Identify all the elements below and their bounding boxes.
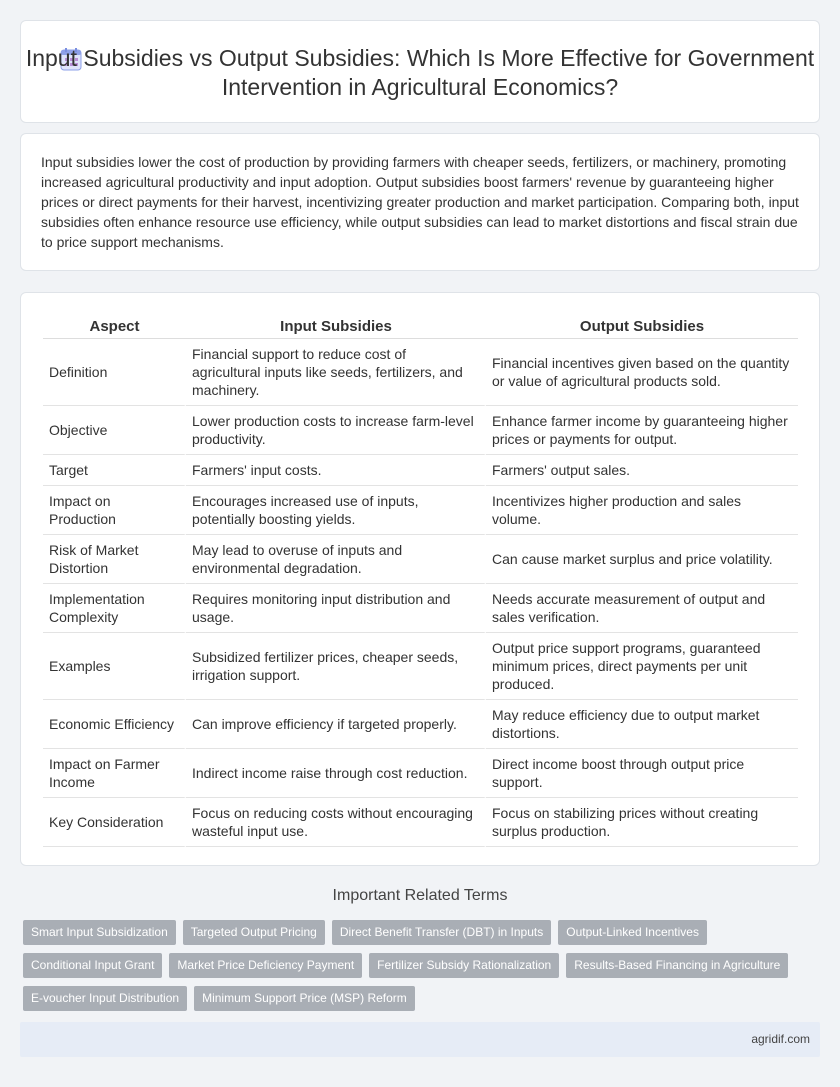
output-cell: Needs accurate measurement of output and sales verification. [486, 584, 798, 633]
table-row [43, 584, 798, 633]
input-cell: Farmers' input costs. [186, 455, 486, 486]
intro-paragraph: Input subsidies lower the cost of production by providing farmers with cheaper seeds, fertilizers, or machinery, promoting increased agricultural productivity and input adoption. Output subsidies boost farmers' revenue by guaranteeing higher prices or direct payments for their harvest, incentivizing greater production and market participation. Comparing both, input subsidies often enhance resource use efficiency, while output subsidies can lead to market distortions and fiscal strain due to price support mechanisms. [41, 154, 799, 250]
output-cell: Farmers' output sales. [486, 455, 798, 486]
related-term-tag[interactable]: Output-Linked Incentives [558, 920, 707, 945]
footer-site-link[interactable]: agridif.com [751, 1032, 810, 1046]
table-row [43, 700, 798, 749]
aspect-cell: Impact on Farmer Income [43, 749, 186, 798]
related-term-tag[interactable]: Market Price Deficiency Payment [169, 953, 362, 978]
aspect-cell: Examples [43, 633, 186, 700]
input-cell: Financial support to reduce cost of agricultural inputs like seeds, fertilizers, and machinery. [186, 339, 486, 406]
page-title: Input Subsidies vs Output Subsidies: Which Is More Effective for Government Intervention in Agricultural Economics? [25, 45, 815, 100]
table-row [43, 486, 798, 535]
table-row [43, 633, 798, 700]
related-term-tag[interactable]: E-voucher Input Distribution [23, 986, 187, 1011]
related-term-tag[interactable]: Direct Benefit Transfer (DBT) in Inputs [332, 920, 551, 945]
input-cell: Encourages increased use of inputs, potentially boosting yields. [186, 486, 486, 535]
input-cell: Indirect income raise through cost reduction. [186, 749, 486, 798]
output-cell: Direct income boost through output price support. [486, 749, 798, 798]
input-cell: Can improve efficiency if targeted properly. [186, 700, 486, 749]
output-cell: Incentivizes higher production and sales volume. [486, 486, 798, 535]
related-terms-list [23, 920, 803, 1011]
header-aspect: Aspect [43, 313, 186, 339]
related-term-tag[interactable]: Smart Input Subsidization [23, 920, 176, 945]
table-row [43, 455, 798, 486]
table-header-row [43, 313, 798, 339]
related-terms-heading: Important Related Terms [332, 887, 508, 904]
aspect-cell: Implementation Complexity [43, 584, 186, 633]
output-cell: Output price support programs, guaranteed minimum prices, direct payments per unit produced. [486, 633, 798, 700]
output-cell: May reduce efficiency due to output market distortions. [486, 700, 798, 749]
input-cell: Subsidized fertilizer prices, cheaper seeds, irrigation support. [186, 633, 486, 700]
table-row [43, 535, 798, 584]
related-term-tag[interactable]: Fertilizer Subsidy Rationalization [369, 953, 559, 978]
related-term-tag[interactable]: Targeted Output Pricing [183, 920, 325, 945]
aspect-cell: Impact on Production [43, 486, 186, 535]
related-term-tag[interactable]: Minimum Support Price (MSP) Reform [194, 986, 415, 1011]
comparison-card [20, 292, 820, 866]
table-row [43, 339, 798, 406]
input-cell: May lead to overuse of inputs and environmental degradation. [186, 535, 486, 584]
title-card [20, 20, 820, 123]
output-cell: Financial incentives given based on the quantity or value of agricultural products sold. [486, 339, 798, 406]
related-term-tag[interactable]: Results-Based Financing in Agriculture [566, 953, 788, 978]
table-row [43, 406, 798, 455]
intro-card [20, 133, 820, 271]
input-cell: Focus on reducing costs without encouraging wasteful input use. [186, 798, 486, 847]
header-output-subsidies: Output Subsidies [486, 313, 798, 339]
output-cell: Can cause market surplus and price volatility. [486, 535, 798, 584]
aspect-cell: Objective [43, 406, 186, 455]
aspect-cell: Target [43, 455, 186, 486]
table-row [43, 798, 798, 847]
related-term-tag[interactable]: Conditional Input Grant [23, 953, 162, 978]
table-row [43, 749, 798, 798]
comparison-table [43, 313, 798, 847]
aspect-cell: Economic Efficiency [43, 700, 186, 749]
input-cell: Lower production costs to increase farm-level productivity. [186, 406, 486, 455]
footer [20, 1022, 820, 1057]
output-cell: Focus on stabilizing prices without creating surplus production. [486, 798, 798, 847]
header-input-subsidies: Input Subsidies [186, 313, 486, 339]
aspect-cell: Risk of Market Distortion [43, 535, 186, 584]
output-cell: Enhance farmer income by guaranteeing higher prices or payments for output. [486, 406, 798, 455]
aspect-cell: Key Consideration [43, 798, 186, 847]
input-cell: Requires monitoring input distribution and usage. [186, 584, 486, 633]
aspect-cell: Definition [43, 339, 186, 406]
